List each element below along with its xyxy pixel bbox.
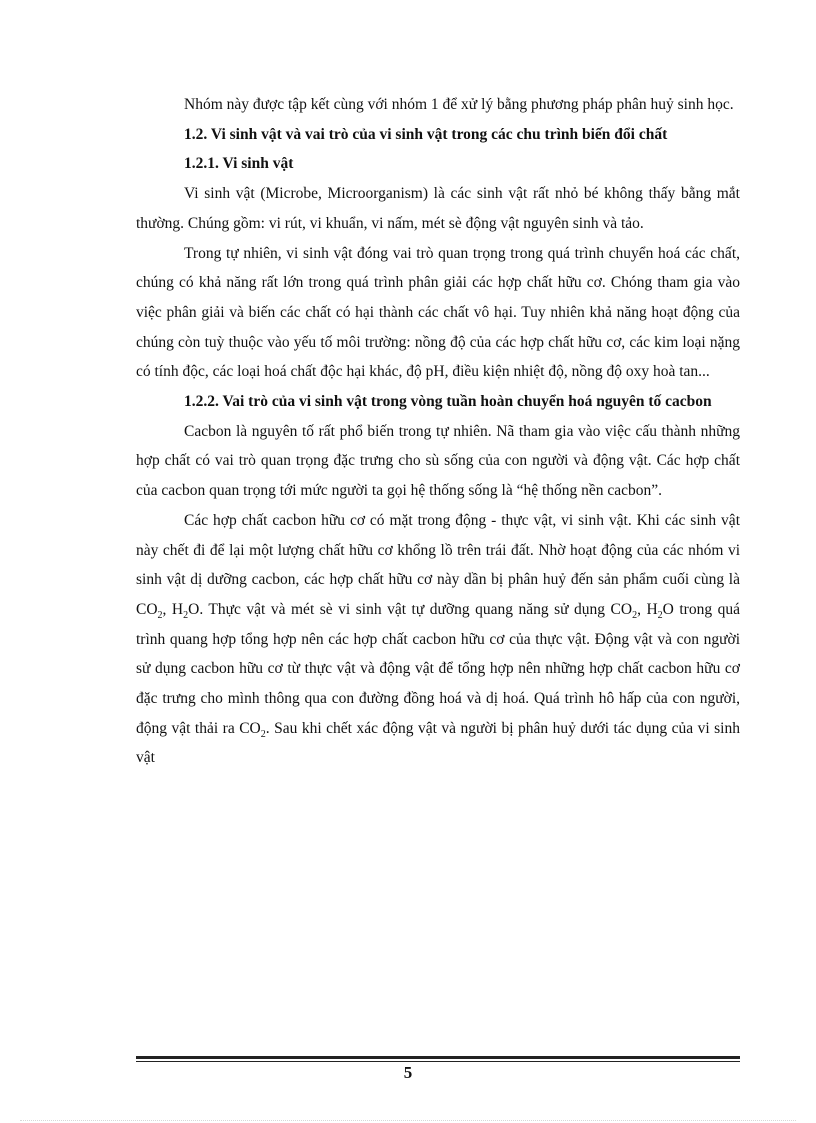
text-segment: O. Thực vật và mét sè vi sinh vật tự dưỡng quang năng sử dụng CO (188, 600, 633, 618)
heading-1-2-2: 1.2.2. Vai trò của vi sinh vật trong vòng tuần hoàn chuyển hoá nguyên tố cacbon (184, 393, 712, 411)
paragraph-carbon-intro: Cacbon là nguyên tố rất phổ biến trong tự nhiên. Nã tham gia vào việc cấu thành những hợp chất có vai trò quan trọng đặc trưng cho sù sống của con người và động vật. Các hợp chất của cacbon quan trọng tới mức người ta gọi hệ thống sống là “hệ thống nền cacbon”. (136, 422, 740, 500)
text-segment: Các hợp chất cacbon hữu cơ có mặt trong động - thực vật, vi sinh vật. Khi các sinh vật này chết đi để lại một lượng chất hữu cơ khổng lồ trên trái đất. Nhờ hoạt động của các nhóm vi sinh vật dị dưỡng cacbon, các hợp chất hữu cơ này dần bị phân huỷ đến sản phẩm cuối cùng là CO (136, 511, 740, 618)
text-segment: O trong quá trình quang hợp tổng hợp nên các hợp chất cacbon hữu cơ của thực vật. Động vật và con người sử dụng cacbon hữu cơ từ thực vật và động vật để tổng hợp nên những hợp chất cacbon hữu cơ đặc trưng cho mình thông qua con đường đồng hoá và dị hoá. Quá trình hô hấp của con người, động vật thải ra CO (136, 600, 740, 737)
paragraph-intro: Nhóm này được tập kết cùng với nhóm 1 để xử lý bằng phương pháp phân huỷ sinh học. (184, 96, 734, 113)
text-segment: , H (637, 600, 658, 618)
page-number: 5 (403, 1063, 413, 1082)
subscript: 2 (260, 728, 266, 740)
footer-divider (136, 1056, 740, 1062)
heading-1-2-1: 1.2.1. Vi sinh vật (184, 155, 294, 173)
heading-1-2: 1.2. Vi sinh vật và vai trò của vi sinh vật trong các chu trình biến đổi chất (184, 125, 668, 143)
text-segment: . Sau khi chết xác động vật và người bị phân huỷ dưới tác dụng của vi sinh vật (136, 719, 740, 767)
subscript: 2 (657, 610, 663, 622)
paragraph-microbe-role: Trong tự nhiên, vi sinh vật đóng vai trò quan trọng trong quá trình chuyển hoá các chất, chúng có khả năng rất lớn trong quá trình phân giải các hợp chất hữu cơ. Chóng tham gia vào việc phân giải và biến các chất có hại thành các chất vô hại. Tuy nhiên khả năng hoạt động của chúng còn tuỳ thuộc vào yếu tố môi trường: nồng độ của các hợp chất hữu cơ, các kim loại nặng có tính độc, các loại hoá chất độc hại khác, độ pH, điều kiện nhiệt độ, nồng độ oxy hoà tan... (136, 244, 740, 381)
document-body (136, 90, 740, 773)
paragraph-carbon-cycle (136, 506, 740, 773)
subscript: 2 (157, 610, 163, 622)
subscript: 2 (632, 610, 638, 622)
text-segment: , H (162, 600, 184, 618)
subscript: 2 (183, 610, 189, 622)
page-edge-divider (20, 1120, 796, 1121)
paragraph-microbe-definition: Vi sinh vật (Microbe, Microorganism) là các sinh vật rất nhỏ bé không thấy bằng mắt thường. Chúng gồm: vi rút, vi khuẩn, vi nấm, mét sè động vật nguyên sinh và tảo. (136, 185, 740, 232)
